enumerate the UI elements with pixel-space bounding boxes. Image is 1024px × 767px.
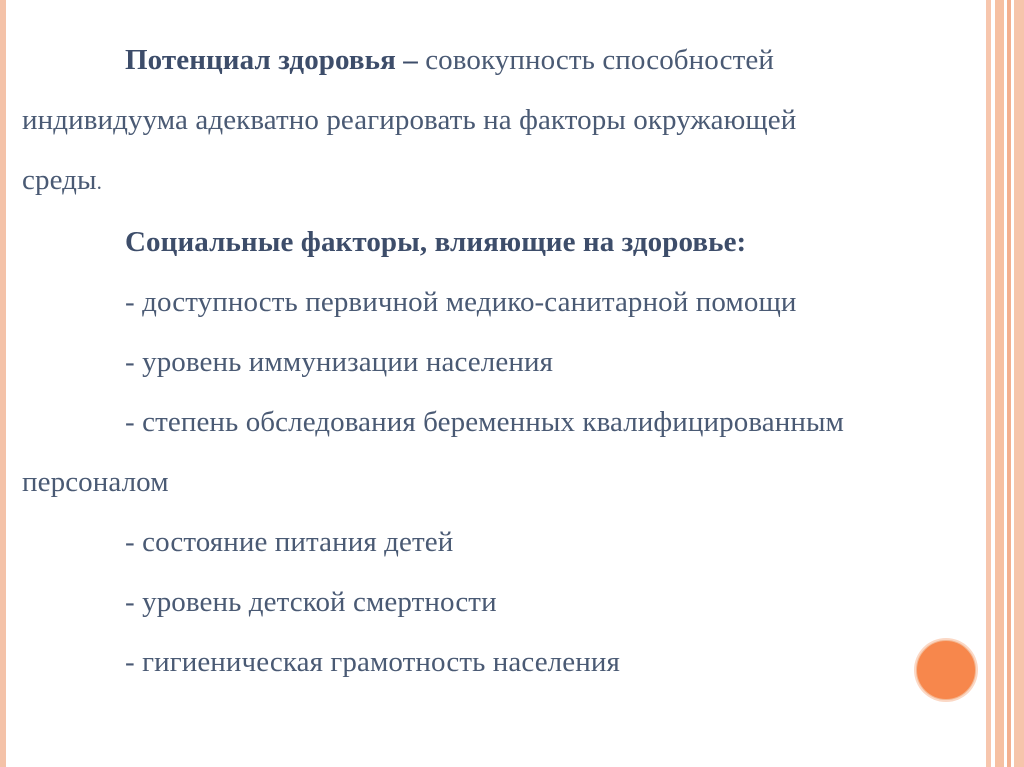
left-border-stripe: [0, 0, 6, 767]
definition-line-2: индивидуума адекватно реагировать на факторы окружающей: [22, 104, 797, 136]
orange-circle-decoration: [916, 640, 976, 700]
definition-line-1: [22, 30, 977, 90]
factor-item: - степень обследования беременных квалифицированным: [125, 406, 844, 438]
social-factors-heading: Социальные факторы, влияющие на здоровье:: [125, 226, 747, 258]
definition-line-3: [22, 150, 977, 212]
right-decorative-stripes: [986, 0, 1024, 767]
factor-item: - уровень иммунизации населения: [125, 346, 554, 378]
stripe: [1014, 0, 1024, 767]
slide-body: [22, 30, 977, 692]
definition-text-1: совокупность способностей: [417, 44, 774, 76]
definition-period: .: [96, 170, 102, 194]
stripe: [995, 0, 1004, 767]
definition-text-3: среды: [22, 164, 97, 196]
term-health-potential: Потенциал здоровья –: [125, 44, 418, 76]
factor-item: - гигиеническая грамотность населения: [125, 646, 620, 678]
factor-item: - состояние питания детей: [125, 526, 454, 558]
factor-item: - уровень детской смертности: [125, 586, 497, 618]
factor-item: - доступность первичной медико-санитарной помощи: [125, 286, 797, 318]
factor-item-continuation: персоналом: [22, 466, 169, 498]
